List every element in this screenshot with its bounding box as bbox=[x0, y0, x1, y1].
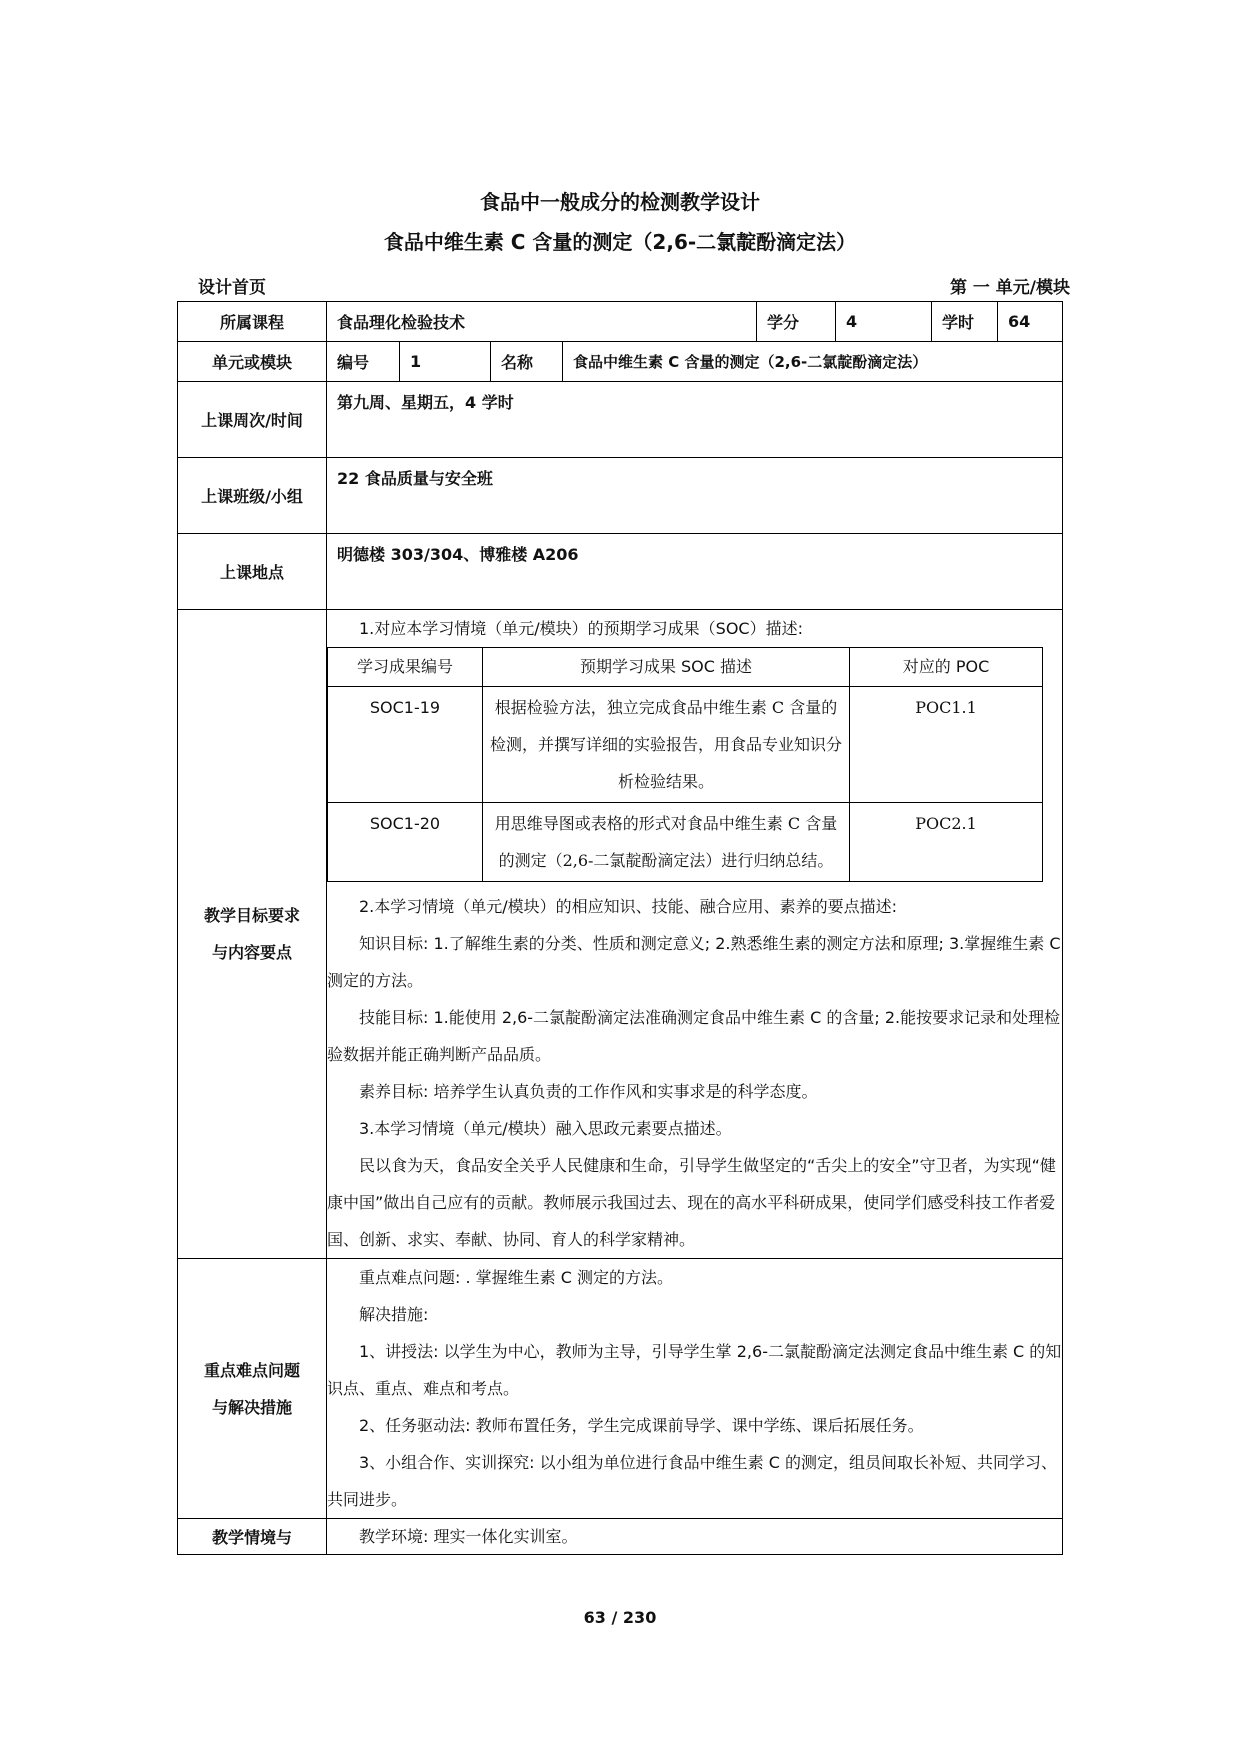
soc-id: SOC1-20 bbox=[328, 803, 483, 882]
soc-poc: POC2.1 bbox=[850, 803, 1043, 882]
soc-table bbox=[327, 647, 1043, 882]
course-row bbox=[178, 302, 1063, 342]
soc-desc: 用思维导图或表格的形式对食品中维生素 C 含量的测定（2,6-二氯靛酚滴定法）进行归纳总结。 bbox=[483, 803, 850, 882]
soc-poc: POC1.1 bbox=[850, 687, 1043, 803]
key-points-content bbox=[327, 1259, 1063, 1519]
measures-title: 解决措施: bbox=[359, 1305, 429, 1324]
course-value: 食品理化检验技术 bbox=[327, 302, 757, 342]
schedule-label: 上课周次/时间 bbox=[178, 382, 327, 458]
objectives-label-line1: 教学目标要求 bbox=[203, 906, 300, 925]
design-table bbox=[177, 301, 1063, 1555]
situation-row bbox=[178, 1519, 1063, 1555]
document-title: 食品中一般成分的检测教学设计 bbox=[480, 190, 760, 214]
objectives-label bbox=[178, 610, 327, 1259]
literacy-objective: 素养目标: 培养学生认真负责的工作作风和实事求是的科学态度。 bbox=[359, 1082, 818, 1101]
objectives-content bbox=[327, 610, 1063, 1259]
situation-label: 教学情境与 bbox=[178, 1519, 327, 1555]
soc-header-id: 学习成果编号 bbox=[328, 648, 483, 687]
unit-label: 单元或模块 bbox=[178, 342, 327, 382]
soc-row bbox=[328, 803, 1043, 882]
document-subtitle: 食品中维生素 C 含量的测定（2,6-二氯靛酚滴定法） bbox=[383, 230, 857, 254]
schedule-value: 第九周、星期五，4 学时 bbox=[327, 382, 1063, 458]
soc-header-row bbox=[328, 648, 1043, 687]
unit-name-value: 食品中维生素 C 含量的测定（2,6-二氯靛酚滴定法） bbox=[563, 342, 1063, 382]
soc-header-poc: 对应的 POC bbox=[850, 648, 1043, 687]
objectives-row bbox=[178, 610, 1063, 1259]
objectives-label-line2: 与内容要点 bbox=[211, 943, 292, 962]
class-value: 22 食品质量与安全班 bbox=[327, 458, 1063, 534]
situation-value: 教学环境: 理实一体化实训室。 bbox=[359, 1526, 578, 1546]
header-left: 设计首页 bbox=[198, 278, 266, 298]
class-row bbox=[178, 458, 1063, 534]
key-problem: 重点难点问题: . 掌握维生素 C 测定的方法。 bbox=[359, 1268, 673, 1287]
credit-value: 4 bbox=[836, 302, 932, 342]
key-points-label bbox=[178, 1259, 327, 1519]
objectives-point3: 3.本学习情境（单元/模块）融入思政元素要点描述。 bbox=[359, 1119, 732, 1138]
location-value: 明德楼 303/304、博雅楼 A206 bbox=[327, 534, 1063, 610]
objectives-intro: 1.对应本学习情境（单元/模块）的预期学习成果（SOC）描述: bbox=[359, 619, 803, 638]
soc-row bbox=[328, 687, 1043, 803]
unit-name-label: 名称 bbox=[491, 342, 563, 382]
course-label: 所属课程 bbox=[178, 302, 327, 342]
knowledge-objective: 知识目标: 1.了解维生素的分类、性质和测定意义; 2.熟悉维生素的测定方法和原理; 3.掌握维生素 C 测定的方法。 bbox=[327, 934, 1061, 990]
key-points-label-line1: 重点难点问题 bbox=[203, 1360, 300, 1380]
measure-item: 2、任务驱动法: 教师布置任务，学生完成课前导学、课中学练、课后拓展任务。 bbox=[359, 1416, 924, 1435]
measure-item: 3、小组合作、实训探究: 以小组为单位进行食品中维生素 C 的测定，组员间取长补短、共同学习、共同进步。 bbox=[327, 1453, 1058, 1509]
credit-label: 学分 bbox=[757, 302, 836, 342]
hours-value: 64 bbox=[998, 302, 1063, 342]
soc-header-desc: 预期学习成果 SOC 描述 bbox=[483, 648, 850, 687]
unit-number-value: 1 bbox=[400, 342, 491, 382]
location-row bbox=[178, 534, 1063, 610]
key-points-label-line2: 与解决措施 bbox=[211, 1397, 292, 1417]
soc-id: SOC1-19 bbox=[328, 687, 483, 803]
measure-item: 1、讲授法: 以学生为中心，教师为主导，引导学生掌 2,6-二氯靛酚滴定法测定食品中维生素 C 的知识点、重点、难点和考点。 bbox=[327, 1342, 1062, 1398]
location-label: 上课地点 bbox=[178, 534, 327, 610]
schedule-row bbox=[178, 382, 1063, 458]
header-right: 第 一 单元/模块 bbox=[949, 278, 1070, 298]
soc-desc: 根据检验方法，独立完成食品中维生素 C 含量的检测，并撰写详细的实验报告，用食品专业知识分析检验结果。 bbox=[483, 687, 850, 803]
hours-label: 学时 bbox=[932, 302, 998, 342]
skill-objective: 技能目标: 1.能使用 2,6-二氯靛酚滴定法准确测定食品中维生素 C 的含量; 2.能按要求记录和处理检验数据并能正确判断产品品质。 bbox=[327, 1008, 1061, 1064]
unit-number-label: 编号 bbox=[327, 342, 400, 382]
class-label: 上课班级/小组 bbox=[178, 458, 327, 534]
key-points-row bbox=[178, 1259, 1063, 1519]
ideology-text: 民以食为天，食品安全关乎人民健康和生命，引导学生做坚定的“舌尖上的安全”守卫者，为实现“健康中国”做出自己应有的贡献。教师展示我国过去、现在的高水平科研成果，使同学们感受科技工作者爱国、创新、求实、奉献、协同、育人的科学家精神。 bbox=[327, 1156, 1056, 1249]
situation-content bbox=[327, 1519, 1063, 1555]
page-number: 63 / 230 bbox=[583, 1608, 657, 1627]
objectives-point2: 2.本学习情境（单元/模块）的相应知识、技能、融合应用、素养的要点描述: bbox=[359, 897, 898, 916]
unit-row bbox=[178, 342, 1063, 382]
